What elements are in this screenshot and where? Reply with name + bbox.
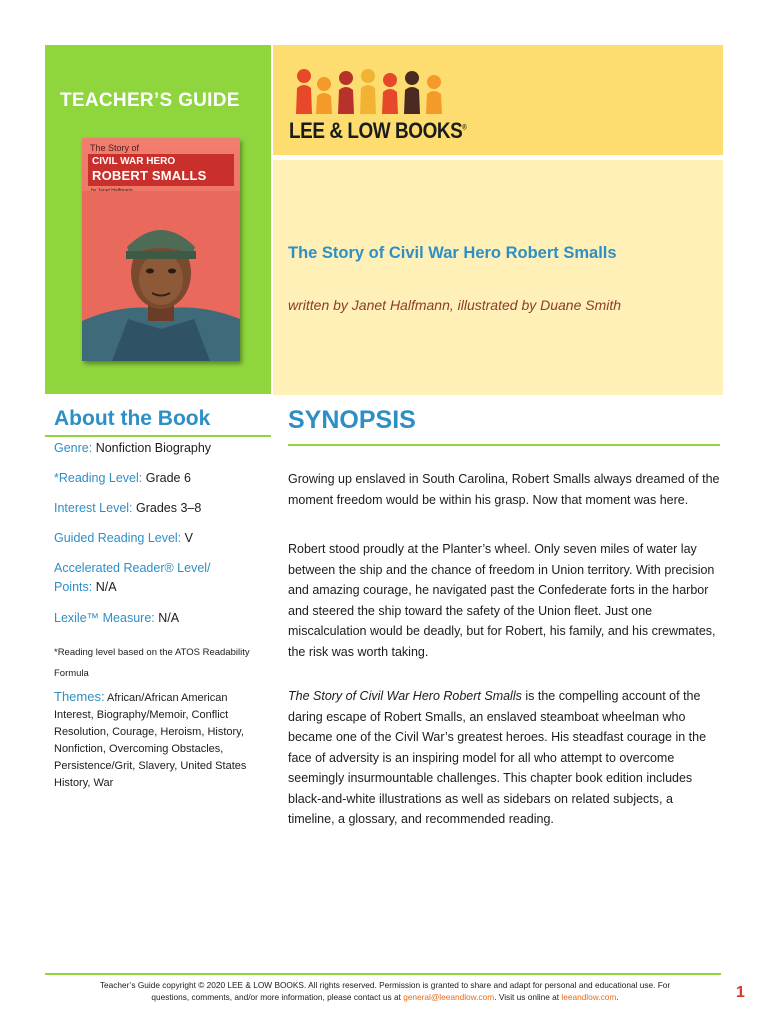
interest-level-value: Grades 3–8 [136,501,202,515]
about-divider [45,435,271,437]
book-cover-image [82,138,240,361]
genre-label: Genre: [54,441,93,455]
footer-period: . [616,992,619,1002]
synopsis-book-title: The Story of Civil War Hero Robert Smalls [288,689,522,703]
registered-mark: ® [462,124,467,132]
cover-portrait-illustration [82,191,240,361]
reading-level-note: *Reading level based on the ATOS Readability Formula [54,647,250,679]
accelerated-reader-value: N/A [95,580,117,594]
genre-field [54,439,269,458]
synopsis-paragraph-3 [288,686,722,830]
synopsis-paragraph-2: Robert stood proudly at the Planter’s wheel. Only seven miles of water lay between the ship and the chance of freedom in Union territory. With precision and amazing courage, he navigated past the Confederate forts in the harbor and steered the ship toward the safety of the Union fleet. Just one miscalculation would be deadly, but for Robert, his family, and his crewmates, the risk was worth taking. [288,542,716,659]
synopsis-paragraph-1: Growing up enslaved in South Carolina, Robert Smalls always dreamed of the moment freedom would be within his grasp. Now that moment was here. [288,472,720,507]
book-byline: written by Janet Halfmann, illustrated by Duane Smith [288,297,622,313]
publisher-logo-text [289,118,466,144]
footer-contact-text: questions, comments, and/or more information, please contact us at [151,992,404,1002]
footer-visit-text: . Visit us online at [494,992,562,1002]
footer-email-link[interactable]: general@leeandlow.com [403,992,495,1002]
page-number: 1 [736,984,745,1001]
synopsis-heading: SYNOPSIS [288,406,416,434]
teachers-guide-label: TEACHER’S GUIDE [60,90,240,111]
lexile-label: Lexile™ Measure: [54,611,155,625]
footer-website-link[interactable]: leeandlow.com [561,992,617,1002]
publisher-name: LEE & LOW BOOKS [289,118,463,143]
themes-value: African/African American Interest, Biography/Memoir, Conflict Resolution, Courage, Heroism, History, Nonfiction, Overcoming Obstacles, Persistence/Grit, Slavery, United States History, War [54,692,247,789]
accelerated-reader-label: Accelerated Reader® Level/ Points: [54,561,211,594]
book-title-panel [273,160,723,395]
themes-field [54,688,269,792]
cover-title-banner [88,154,234,186]
guided-reading-value: V [184,531,194,545]
reading-level-field [54,469,269,488]
reading-level-label: *Reading Level: [54,471,143,485]
synopsis-divider [288,444,720,446]
accelerated-reader-field [54,559,244,597]
cover-title-line2: ROBERT SMALLS [92,168,207,183]
cover-title-line1: CIVIL WAR HERO [92,156,176,167]
lexile-value: N/A [158,611,180,625]
guided-reading-field [54,529,269,548]
lexile-field [54,609,269,628]
genre-value: Nonfiction Biography [95,441,212,455]
interest-level-label: Interest Level: [54,501,133,515]
publisher-people-logo-icon [296,66,456,114]
about-the-book-heading: About the Book [54,407,211,430]
footer-line-2 [60,991,710,1003]
cover-kicker: The Story of [90,143,140,153]
reading-level-value: Grade 6 [145,471,191,485]
footer-divider [45,973,721,975]
copyright-footer [60,979,710,1003]
synopsis-paragraph-3-text: is the compelling account of the daring escape of Robert Smalls, an enslaved steamboat wheelman who became one of the Civil War’s greatest heroes. His steadfast courage in the face of adversity is an inspiring model for all who attempt to overcome seemingly insurmountable challenges. This chapter book edition includes black-and-white illustrations as well as sidebars on related subjects, a timeline, a glossary, and recommended reading. [288,689,707,826]
guided-reading-label: Guided Reading Level: [54,531,182,545]
footer-line-1: Teacher’s Guide copyright © 2020 LEE & LOW BOOKS. All rights reserved. Permission is granted to share and adapt for personal and educational use. For [99,980,671,990]
themes-label: Themes: [54,689,105,704]
book-title: The Story of Civil War Hero Robert Smalls [288,244,617,262]
interest-level-field [54,499,269,518]
